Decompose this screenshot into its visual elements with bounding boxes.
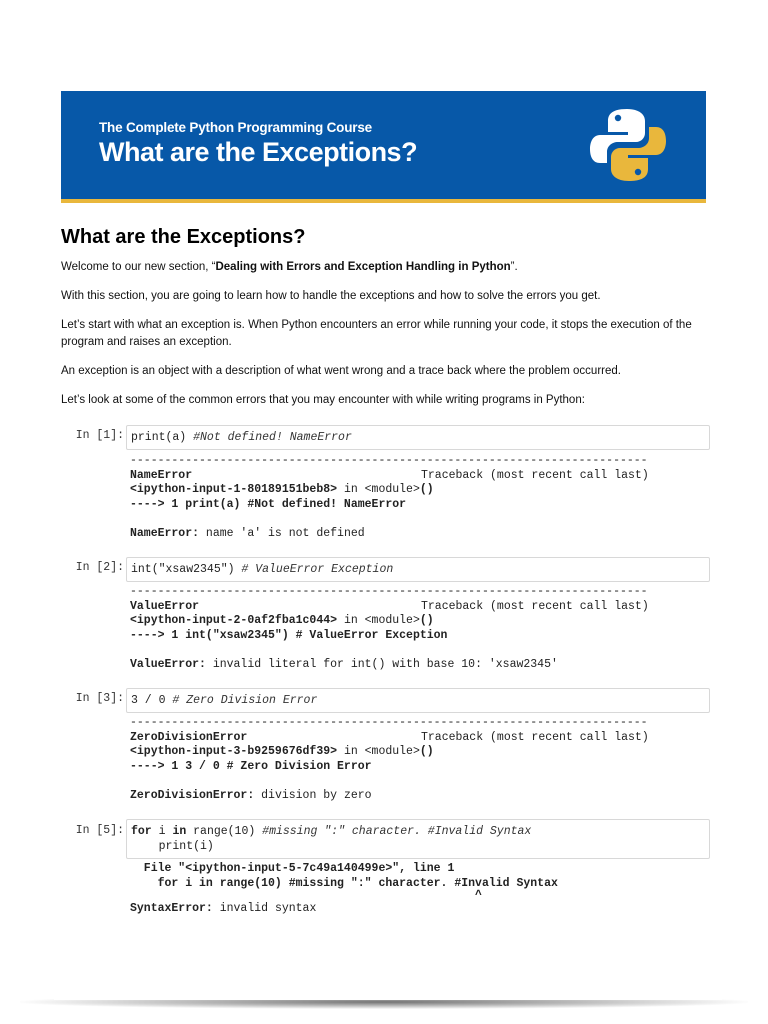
traceback-label: Traceback (most recent call last) bbox=[421, 599, 649, 613]
traceback-line: ----> 1 int("xsaw2345") # ValueError Exception bbox=[130, 628, 448, 642]
paragraph-text: ”. bbox=[510, 261, 518, 273]
paragraph-intro: With this section, you are going to learn how to handle the exceptions and how to solve the errors you get. bbox=[61, 290, 601, 302]
output-divider: --------------------------------------------------------------------------- bbox=[130, 585, 648, 598]
code-comment: # Zero Division Error bbox=[172, 694, 318, 707]
paragraph-welcome bbox=[61, 259, 711, 276]
code-comment: # ValueError Exception bbox=[241, 563, 394, 576]
syntax-caret: ^ bbox=[130, 889, 482, 903]
traceback-line: ----> 1 print(a) #Not defined! NameError bbox=[130, 497, 407, 511]
module-parens: () bbox=[419, 614, 434, 628]
code-keyword: for bbox=[131, 825, 152, 838]
cell-prompt: In [1]: bbox=[75, 429, 124, 442]
syntax-source-line: for i in range(10) #missing ":" character. #Invalid Syntax bbox=[130, 876, 558, 890]
code-text: range(10) bbox=[186, 825, 263, 838]
paragraph-text: program and raises an exception. bbox=[61, 336, 232, 348]
code-cell-input[interactable] bbox=[126, 425, 710, 450]
error-name: ZeroDivisionError bbox=[130, 730, 248, 744]
cell-prompt: In [3]: bbox=[75, 692, 124, 705]
code-keyword: in bbox=[172, 825, 187, 838]
final-error-name: SyntaxError: bbox=[130, 902, 213, 916]
final-error-message: division by zero bbox=[254, 788, 372, 802]
cell-output bbox=[130, 585, 690, 673]
output-divider: --------------------------------------------------------------------------- bbox=[130, 454, 648, 467]
code-cell-input[interactable] bbox=[126, 557, 710, 582]
module-parens: () bbox=[419, 745, 434, 759]
banner-accent-stripe bbox=[61, 199, 706, 203]
paragraph-common-errors: Let’s look at some of the common errors that you may encounter with while writing programs in Python: bbox=[61, 394, 585, 406]
cell-output bbox=[130, 454, 690, 542]
module-text: in <module> bbox=[337, 483, 420, 497]
code-cell-input[interactable] bbox=[126, 688, 710, 713]
input-reference: <ipython-input-2-0af2fba1c044> bbox=[130, 614, 338, 628]
input-reference: <ipython-input-1-80189151beb8> bbox=[130, 483, 338, 497]
code-text: i bbox=[151, 825, 173, 838]
code-cell-input[interactable] bbox=[126, 819, 710, 859]
section-heading: What are the Exceptions? bbox=[61, 226, 306, 248]
paragraph-bold-text: Dealing with Errors and Exception Handling in Python bbox=[215, 261, 511, 273]
final-error-message: name 'a' is not defined bbox=[199, 526, 365, 540]
error-name: NameError bbox=[130, 468, 193, 482]
module-parens: () bbox=[419, 483, 434, 497]
code-comment: #Not defined! NameError bbox=[193, 431, 352, 444]
final-error-name: ValueError: bbox=[130, 657, 206, 671]
module-text: in <module> bbox=[337, 745, 420, 759]
banner-subtitle: The Complete Python Programming Course bbox=[99, 120, 372, 135]
module-text: in <module> bbox=[337, 614, 420, 628]
paragraph-text: Let’s start with what an exception is. When Python encounters an error while running your code, it stops the execution of the bbox=[61, 319, 692, 331]
code-text: int("xsaw2345") bbox=[131, 563, 242, 576]
syntax-file-line: File "<ipython-input-5-7c49a140499e>", line 1 bbox=[130, 862, 455, 875]
final-error-message: invalid literal for int() with base 10: 'xsaw2345' bbox=[205, 657, 558, 671]
cell-output bbox=[130, 862, 690, 917]
traceback-label: Traceback (most recent call last) bbox=[421, 730, 649, 744]
cell-prompt: In [2]: bbox=[75, 561, 124, 574]
code-text: print(a) bbox=[131, 431, 194, 444]
paragraph-exception-object: An exception is an object with a description of what went wrong and a trace back where the problem occurred. bbox=[61, 365, 621, 377]
traceback-label: Traceback (most recent call last) bbox=[421, 468, 649, 482]
traceback-line: ----> 1 3 / 0 # Zero Division Error bbox=[130, 759, 372, 773]
code-comment: #missing ":" character. #Invalid Syntax bbox=[262, 825, 532, 838]
page-bottom-edge bbox=[54, 990, 722, 1000]
final-error-name: ZeroDivisionError: bbox=[130, 788, 255, 802]
error-name: ValueError bbox=[130, 599, 200, 613]
cell-output bbox=[130, 716, 690, 804]
python-logo-icon bbox=[588, 105, 668, 185]
paragraph-exception-def bbox=[61, 317, 711, 351]
cell-prompt: In [5]: bbox=[75, 824, 124, 837]
final-error-message: invalid syntax bbox=[212, 902, 317, 916]
paragraph-text: Welcome to our new section, “ bbox=[61, 261, 216, 273]
final-error-name: NameError: bbox=[130, 526, 200, 540]
output-divider: --------------------------------------------------------------------------- bbox=[130, 716, 648, 729]
input-reference: <ipython-input-3-b9259676df39> bbox=[130, 745, 338, 759]
code-line: print(i) bbox=[131, 840, 214, 853]
banner-title: What are the Exceptions? bbox=[99, 137, 418, 167]
code-text: 3 / 0 bbox=[131, 694, 173, 707]
